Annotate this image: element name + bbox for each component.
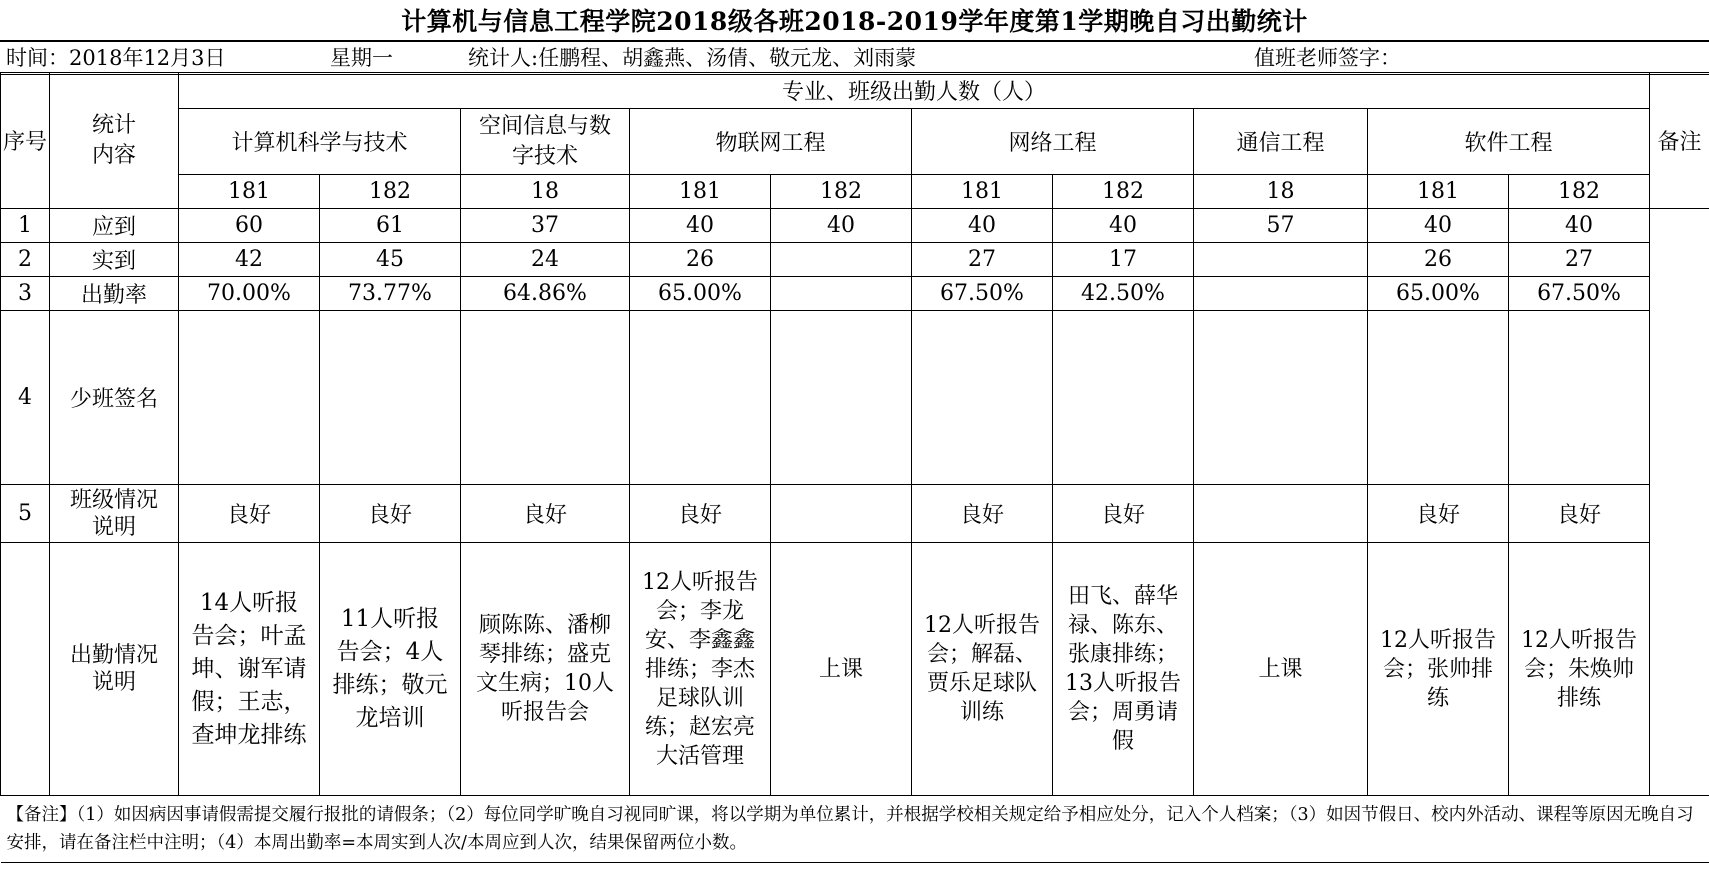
group-header: 专业、班级出勤人数（人） <box>179 73 1650 109</box>
value-cell: 良好 <box>179 485 320 543</box>
value-cell: 42 <box>179 243 320 277</box>
explanation-cell: 上课 <box>1194 543 1368 796</box>
value-cell: 良好 <box>630 485 771 543</box>
note-row <box>1 796 1709 863</box>
class-cell: 181 <box>179 175 320 209</box>
class-cell: 182 <box>320 175 461 209</box>
signature-cell <box>771 311 912 485</box>
value-cell: 良好 <box>461 485 630 543</box>
row-label: 出勤情况说明 <box>50 543 179 796</box>
explanation-cell: 上课 <box>771 543 912 796</box>
value-cell: 40 <box>1368 209 1509 243</box>
value-cell: 70.00% <box>179 277 320 311</box>
value-cell <box>1194 277 1368 311</box>
signature-cell <box>461 311 630 485</box>
signature-cell <box>320 311 461 485</box>
row-seq: 3 <box>1 277 50 311</box>
value-cell: 40 <box>630 209 771 243</box>
weekday-field: 星期一 <box>330 46 393 70</box>
value-cell: 45 <box>320 243 461 277</box>
value-cell: 42.50% <box>1053 277 1194 311</box>
seq-header: 序号 <box>1 73 50 209</box>
class-cell: 182 <box>1053 175 1194 209</box>
explanation-cell: 11人听报告会；4人排练；敬元龙培训 <box>320 543 461 796</box>
class-cell: 181 <box>912 175 1053 209</box>
remarks-cell <box>1650 209 1709 796</box>
info-row <box>0 40 1709 75</box>
table-row <box>1 209 1709 243</box>
value-cell <box>771 277 912 311</box>
note-text: 【备注】（1）如因病因事请假需提交履行报批的请假条；（2）每位同学旷晚自习视同旷课，将以学期为单位累计，并根据学校相关规定给予相应处分，记入个人档案；（3）如因节假日、校内外活动、课程等原因无晚自习安排，请在备注栏中注明；（4）本周出勤率=本周实到人次/本周应到人次，结果保留两位小数。 <box>1 796 1709 863</box>
remarks-header: 备注 <box>1650 73 1709 209</box>
value-cell: 37 <box>461 209 630 243</box>
major-cs: 计算机科学与技术 <box>179 109 461 175</box>
major-software: 软件工程 <box>1368 109 1650 175</box>
explanation-cell: 12人听报告会；朱焕帅排练 <box>1509 543 1650 796</box>
row-label: 出勤率 <box>50 277 179 311</box>
table-row <box>1 485 1709 543</box>
value-cell: 64.86% <box>461 277 630 311</box>
value-cell: 27 <box>912 243 1053 277</box>
value-cell: 65.00% <box>1368 277 1509 311</box>
signature-cell <box>1368 311 1509 485</box>
value-cell: 27 <box>1509 243 1650 277</box>
explanation-cell: 12人听报告会；张帅排练 <box>1368 543 1509 796</box>
sheet-title: 计算机与信息工程学院2018级各班2018-2019学年度第1学期晚自习出勤统计 <box>401 7 1308 36</box>
value-cell: 40 <box>1053 209 1194 243</box>
row-seq: 1 <box>1 209 50 243</box>
major-spatial: 空间信息与数字技术 <box>461 109 630 175</box>
value-cell: 40 <box>912 209 1053 243</box>
value-cell: 26 <box>1368 243 1509 277</box>
value-cell: 良好 <box>912 485 1053 543</box>
value-cell: 40 <box>771 209 912 243</box>
value-cell: 26 <box>630 243 771 277</box>
date-field: 时间：2018年12月3日 <box>6 46 226 70</box>
row-label: 实到 <box>50 243 179 277</box>
value-cell: 良好 <box>320 485 461 543</box>
explanation-cell: 顾陈陈、潘柳琴排练；盛克文生病；10人听报告会 <box>461 543 630 796</box>
content-header: 统计内容 <box>50 73 179 209</box>
value-cell <box>771 485 912 543</box>
value-cell: 60 <box>179 209 320 243</box>
major-comm: 通信工程 <box>1194 109 1368 175</box>
class-cell: 181 <box>630 175 771 209</box>
attendance-table <box>0 72 1709 863</box>
value-cell: 65.00% <box>630 277 771 311</box>
signature-cell <box>630 311 771 485</box>
row-seq: 4 <box>1 311 50 485</box>
value-cell: 良好 <box>1053 485 1194 543</box>
row-label: 班级情况说明 <box>50 485 179 543</box>
signature-cell <box>912 311 1053 485</box>
signature-cell <box>1509 311 1650 485</box>
class-cell: 182 <box>1509 175 1650 209</box>
class-cell: 18 <box>461 175 630 209</box>
explanation-cell: 14人听报告会；叶孟坤、谢军请假；王志，查坤龙排练 <box>179 543 320 796</box>
value-cell: 良好 <box>1368 485 1509 543</box>
explanation-cell: 12人听报告会；解磊、贾乐足球队训练 <box>912 543 1053 796</box>
class-cell: 181 <box>1368 175 1509 209</box>
table-row <box>1 277 1709 311</box>
row-seq <box>1 543 50 796</box>
value-cell: 57 <box>1194 209 1368 243</box>
value-cell: 良好 <box>1509 485 1650 543</box>
class-cell: 182 <box>771 175 912 209</box>
value-cell: 40 <box>1509 209 1650 243</box>
value-cell: 73.77% <box>320 277 461 311</box>
value-cell <box>1194 243 1368 277</box>
table-row <box>1 311 1709 485</box>
row-seq: 5 <box>1 485 50 543</box>
value-cell: 67.50% <box>1509 277 1650 311</box>
explanation-cell: 田飞、薛华禄、陈东、张康排练；13人听报告会；周勇请假 <box>1053 543 1194 796</box>
value-cell: 24 <box>461 243 630 277</box>
class-cell: 18 <box>1194 175 1368 209</box>
row-label: 应到 <box>50 209 179 243</box>
value-cell <box>1194 485 1368 543</box>
stats-people-field: 统计人:任鹏程、胡鑫燕、汤倩、敬元龙、刘雨蒙 <box>468 46 917 70</box>
row-label: 少班签名 <box>50 311 179 485</box>
teacher-sign-field: 值班老师签字： <box>1254 46 1401 70</box>
signature-cell <box>1194 311 1368 485</box>
signature-cell <box>179 311 320 485</box>
value-cell: 67.50% <box>912 277 1053 311</box>
row-seq: 2 <box>1 243 50 277</box>
major-iot: 物联网工程 <box>630 109 912 175</box>
table-row <box>1 243 1709 277</box>
table-row <box>1 543 1709 796</box>
value-cell: 17 <box>1053 243 1194 277</box>
value-cell <box>771 243 912 277</box>
value-cell: 61 <box>320 209 461 243</box>
major-network: 网络工程 <box>912 109 1194 175</box>
signature-cell <box>1053 311 1194 485</box>
explanation-cell: 12人听报告会；李龙安、李鑫鑫排练；李杰足球队训练；赵宏亮大活管理 <box>630 543 771 796</box>
